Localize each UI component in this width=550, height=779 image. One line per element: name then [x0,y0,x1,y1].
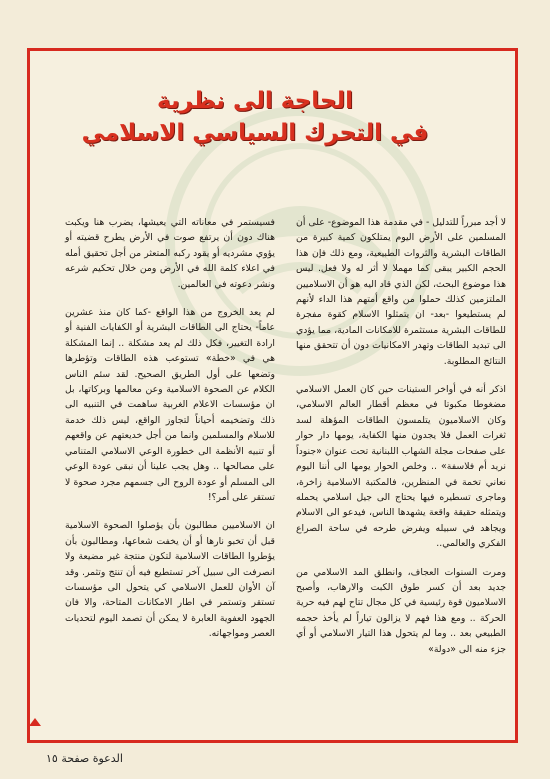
paragraph: ومرت السنوات العجاف، وانطلق المد الاسلامي من جديد بعد أن كسر طوق الكبت والارهاب، وأصبح الاسلاميون قوة رئيسية في كل مجال تتاح لهم فيه حرية الحركة .. ومع هذا فهم لا يزالون تياراً لم يأخذ حجمه الطبيعي بعد .. وما لم يتحول هذا التيار الاسلامي أو أي جزء منه الى «دولة» [296,566,506,655]
magazine-name: الدعوة [92,752,123,765]
article-title [40,85,470,149]
red-triangle-ornament-icon [28,717,42,727]
title-line-2: في التحرك السياسي الاسلامي [81,120,429,146]
paragraph: اذكر أنه في أواخر الستينات حين كان العمل الاسلامي مضغوطا مكبوتا في معظم أقطار العالم الاسلامي، وكان الاسلاميون يتلمسون الطاقات المؤهلة لسد ثغرات العمل فلا يجدون منها الكفاية، يومها دار حوار على صفحات مجلة الشهاب اللبنانية تحت عنوان «جنوداً نريد أم فلاسفة» .. وخلص الحوار يومها الى أننا اليوم نعاني تخمة في المنظرين، فالمكتبة الاسلامية زاخرة، وماجرى تسطيره فيها يحتاج الى جيل اسلامي يحمله ويتمثله حقيقة واقعة يشهدها الناس، فيدعو الى الاسلام ويجاهد في سبيله ويفرض طرحه في ساحة الصراع الفكري والعالمي.. [296,384,506,550]
paragraph: لا أجد مبرراً للتدليل - في مقدمة هذا الموضوع- على أن المسلمين على الأرض اليوم يمتلكون كمية كبيرة من الطاقات البشرية والثروات الطبيعية، ومع ذلك فإن هذا الحجم الكبير يبقى كما مهملا لا أثر له ولا فعل. ليس هذا موضوع البحث، لكن الذي قاد اليه هو أن الاسلاميين الملتزمين كذلك حملوا من واقع أمتهم هذا الداء لأنهم لم يستطيعوا -بعد- ان يتمثلوا الاسلام كقوة مفجرة للطاقات البشرية مستثمرة للامكانات المادية، مما يؤدي الى تبديد الطاقات وتهدر الامكانيات دون أن تتحقق منها النتائج المطلوبة. [296,217,506,367]
page-footer [46,752,123,765]
paragraph: فسيستمر في معاناته التي يعيشها، يضرب هنا ويكبت هناك دون أن يرتفع صوت في الأرض يطرح قضيته أو يؤوي مشرديه أو يقود ركبه المتعثر من أجل تحقيق أمله في اعلاء كلمة الله في الأرض ومن خلال تحكيم شرعه ونشر دعوته في العالمين. [65,217,275,290]
left-column [65,215,275,655]
paragraph: ان الاسلاميين مطالبون بأن يؤصلوا الصحوة الاسلامية قبل أن تخبو نارها أو أن يخفت شعاعها، ومطالبون بأن يؤطروا الطاقات الاسلامية لتكون منتجة غير مضيعة ولا انصرفت الى سبيل آخر تستطيع فيه أن تنتج وتثمر. وقد آن الأوان للعمل الاسلامي كي يتحول الى مؤسسات تستقر وتستمر في اطار الامكانات المتاحة، والا فان الجهود العفوية العابرة لا يمكن أن تصمد اليوم لتحديات العصر ومواجهاته. [65,520,275,640]
right-column [296,215,506,670]
paragraph: لم يعد الخروج من هذا الواقع -كما كان منذ عشرين عاماً- يحتاج الى الطاقات البشرية أو الكفايات الفنية أو ارادة التغيير، فكل ذلك لم يعد مشكلة .. إنما المشكلة هي في «خطة» تستوعب هذه الطاقات وتؤطرها وتضعها على أول الطريق الصحيح. لقد سئم الناس الكلام عن الصحوة الاسلامية وعن معالمها وبركاتها، بل ان مؤسسات الاعلام الغربية ساهمت في التنبيه الى ذلك وتضخيمه أحياناً لتجاوز الواقع، ليس ذلك خدمة للاسلام والمسلمين وانما من أجل خديعتهم عن واقعهم أو تنبيه الأنظمة الى خطورة الوعي الاسلامي المتنامي على مصالحها .. وهل يجب علينا أن نبقى عودة الوعي الى المسلم أو عودة الروح الى جسمهم مجرد صحوة لا تستقر على أمر؟! [65,307,275,503]
title-line-1: الحاجة الى نظرية [157,88,353,114]
page-number: ١٥ [46,752,58,765]
page-label: صفحة [61,752,90,765]
